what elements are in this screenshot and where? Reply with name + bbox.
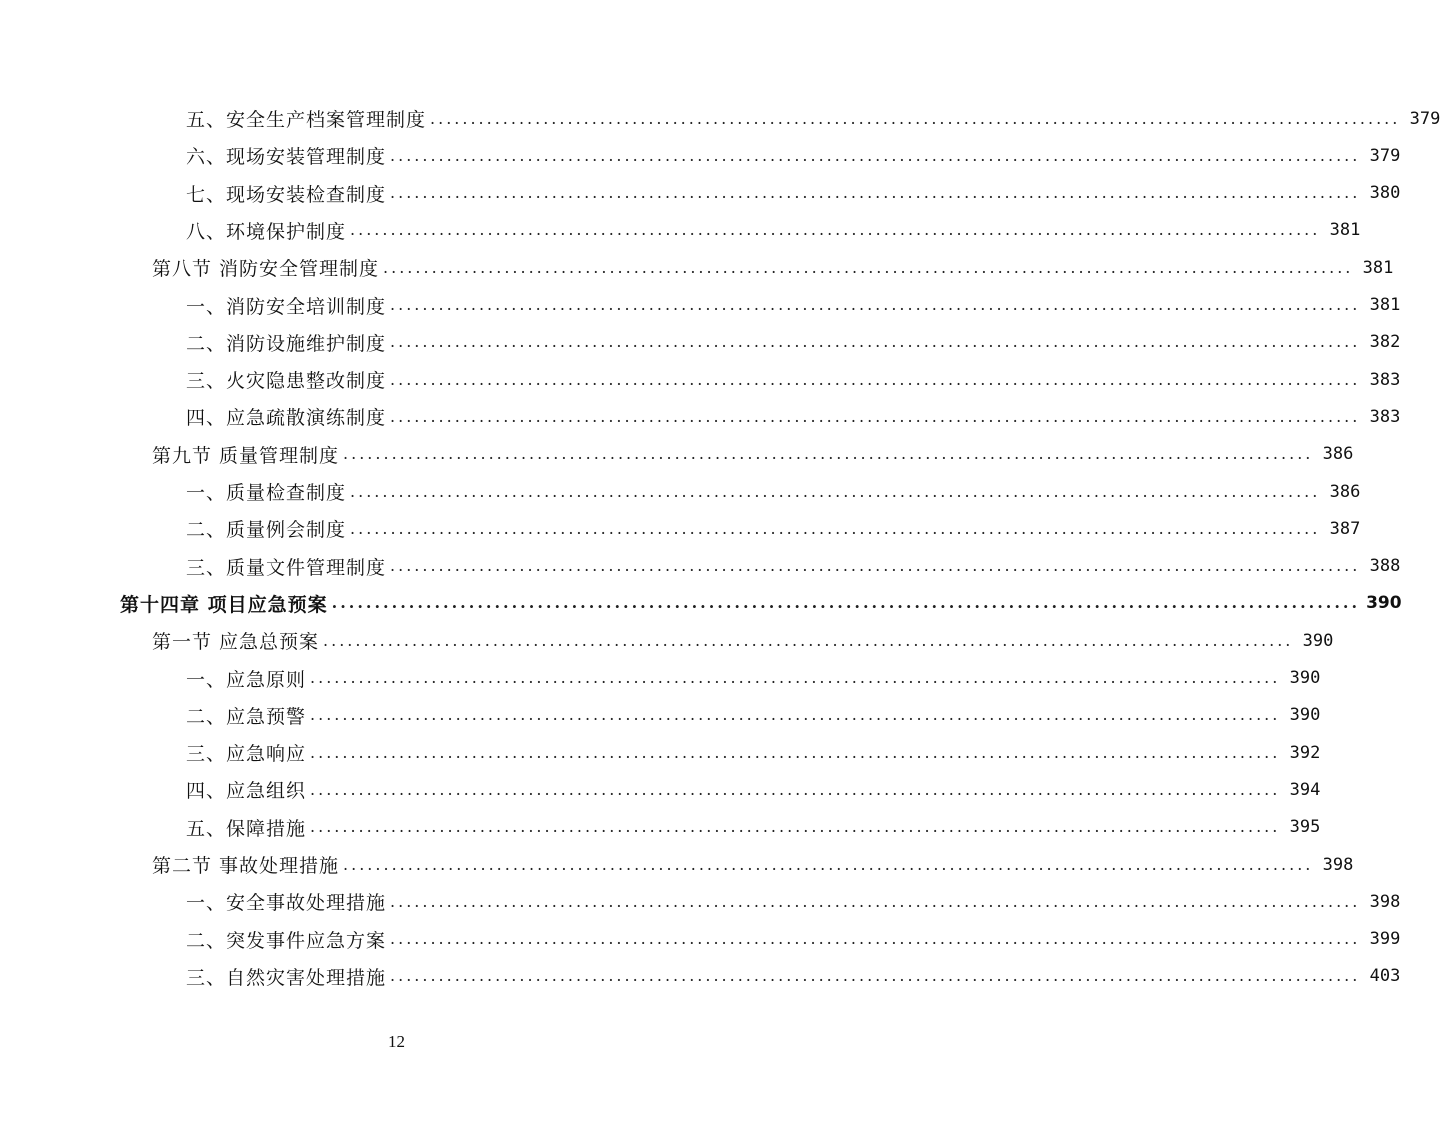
toc-entry-page: 379 (1369, 145, 1401, 166)
toc-leader-dots: ........................................................................................................................ (390, 891, 1361, 911)
toc-entry-label: 三、质量文件管理制度 (186, 556, 387, 579)
toc-entry-label: 八、环境保护制度 (186, 220, 347, 243)
toc-entry-label: 七、现场安装检查制度 (186, 183, 387, 206)
toc-entry-page: 386 (1329, 481, 1361, 502)
toc-entry[interactable] (186, 883, 1401, 920)
toc-entry-page: 381 (1362, 257, 1394, 278)
page-number: 12 (388, 1032, 405, 1051)
toc-entry-label: 二、应急预警 (186, 705, 307, 728)
toc-leader-dots: ........................................................................................................................ (343, 444, 1314, 464)
toc-entry[interactable] (186, 324, 1401, 361)
toc-entry-label: 一、消防安全培训制度 (186, 295, 387, 318)
toc-entry-page: 388 (1369, 556, 1401, 577)
toc-entry-label: 四、应急组织 (186, 780, 307, 803)
toc-entry-label: 六、现场安装管理制度 (186, 146, 387, 169)
toc-entry-label: 第九节 质量管理制度 (152, 444, 340, 467)
toc-entry-page: 398 (1369, 891, 1401, 912)
toc-entry[interactable] (152, 846, 1354, 883)
toc-leader-dots: ........................................................................................................................ (310, 668, 1281, 687)
toc-entry-label: 三、自然灾害处理措施 (186, 966, 387, 989)
toc-entry[interactable] (186, 921, 1401, 958)
toc-entry-page: 381 (1369, 295, 1401, 315)
toc-leader-dots: ........................................................................................................................ (310, 779, 1281, 799)
toc-entry-label: 三、火灾隐患整改制度 (186, 370, 387, 393)
toc-leader-dots: ........................................................................................................................ (350, 481, 1321, 501)
toc-leader-dots: ........................................................................................................................ (343, 854, 1314, 874)
toc-leader-dots: ........................................................................................................................ (350, 220, 1321, 240)
toc-entry-label: 第一节 应急总预案 (152, 631, 320, 654)
toc-entry-page: 390 (1289, 705, 1321, 726)
toc-entry-page: 381 (1329, 220, 1361, 241)
toc-entry-page: 379 (1409, 108, 1440, 129)
toc-entry[interactable] (186, 287, 1401, 324)
toc-entry-page: 387 (1329, 518, 1361, 539)
toc-entry[interactable] (186, 473, 1361, 510)
toc-entry[interactable] (120, 585, 1402, 622)
toc-entry-page: 390 (1302, 630, 1334, 651)
toc-entry-label: 一、质量检查制度 (186, 482, 347, 504)
toc-entry[interactable] (186, 548, 1401, 585)
toc-entry-page: 386 (1322, 444, 1354, 465)
toc-entry-page: 390 (1366, 593, 1402, 614)
toc-entry-label: 一、安全事故处理措施 (186, 892, 387, 915)
toc-entry-page: 383 (1369, 406, 1401, 427)
toc-entry-page: 398 (1322, 854, 1354, 875)
toc-entry-label: 第八节 消防安全管理制度 (152, 258, 380, 281)
toc-leader-dots: ........................................................................................................................ (390, 332, 1361, 352)
toc-leader-dots: ........................................................................................................................ (310, 742, 1281, 762)
toc-leader-dots: ........................................................................................................................ (390, 183, 1361, 203)
toc-leader-dots: ........................................................................................................................ (331, 593, 1361, 613)
toc-entry[interactable] (152, 436, 1354, 473)
toc-entry[interactable] (186, 212, 1361, 249)
toc-entry-label: 一、应急原则 (186, 668, 307, 691)
toc-leader-dots: ........................................................................................................................ (390, 406, 1361, 426)
toc-leader-dots: ........................................................................................................................ (383, 257, 1354, 277)
toc-leader-dots: ........................................................................................................................ (390, 369, 1361, 389)
toc-entry[interactable] (186, 100, 1440, 137)
toc-entry-page: 399 (1369, 929, 1401, 950)
toc-entry-page: 382 (1369, 332, 1401, 353)
toc-entry[interactable] (152, 622, 1334, 659)
toc-entry-page: 403 (1369, 966, 1401, 987)
toc-leader-dots: ........................................................................................................................ (350, 518, 1321, 538)
toc-entry-page: 390 (1289, 668, 1321, 688)
toc-entry-label: 二、消防设施维护制度 (186, 332, 387, 355)
toc-entry-page: 383 (1369, 369, 1401, 390)
toc-leader-dots: ........................................................................................................................ (390, 929, 1361, 949)
toc-entry-page: 392 (1289, 742, 1321, 763)
toc-entry-label: 四、应急疏散演练制度 (186, 407, 387, 430)
toc-leader-dots: ........................................................................................................................ (430, 108, 1401, 128)
toc-leader-dots: ........................................................................................................................ (310, 817, 1281, 837)
toc-entry-label: 五、保障措施 (186, 817, 307, 840)
toc-entry-label: 第二节 事故处理措施 (152, 855, 340, 877)
toc-leader-dots: ........................................................................................................................ (323, 630, 1294, 650)
toc-leader-dots: ........................................................................................................................ (390, 556, 1361, 576)
toc-entry[interactable] (186, 734, 1321, 771)
toc-entry[interactable] (186, 510, 1361, 547)
toc-entry[interactable] (186, 175, 1401, 212)
toc-entry[interactable] (186, 660, 1321, 697)
toc-entry[interactable] (186, 809, 1321, 846)
toc-entry-page: 395 (1289, 817, 1321, 838)
toc-entry[interactable] (186, 958, 1401, 995)
toc-entry[interactable] (152, 249, 1394, 286)
toc-entry-page: 380 (1369, 183, 1401, 204)
toc-entry-label: 二、质量例会制度 (186, 519, 347, 542)
toc-entry-label: 五、安全生产档案管理制度 (186, 109, 427, 131)
toc-entry[interactable] (186, 771, 1321, 808)
toc-entry[interactable] (186, 137, 1401, 174)
toc-entry[interactable] (186, 398, 1401, 435)
toc-leader-dots: ........................................................................................................................ (310, 705, 1281, 725)
toc-leader-dots: ........................................................................................................................ (390, 295, 1361, 314)
toc-entry-label: 第十四章 项目应急预案 (120, 593, 328, 616)
toc-entry-page: 394 (1289, 779, 1321, 800)
toc-entry[interactable] (186, 697, 1321, 734)
toc-entry-label: 二、突发事件应急方案 (186, 929, 387, 952)
toc-entry-label: 三、应急响应 (186, 743, 307, 766)
toc-leader-dots: ........................................................................................................................ (390, 966, 1361, 986)
toc-leader-dots: ........................................................................................................................ (390, 145, 1361, 165)
toc-entry[interactable] (186, 361, 1401, 398)
